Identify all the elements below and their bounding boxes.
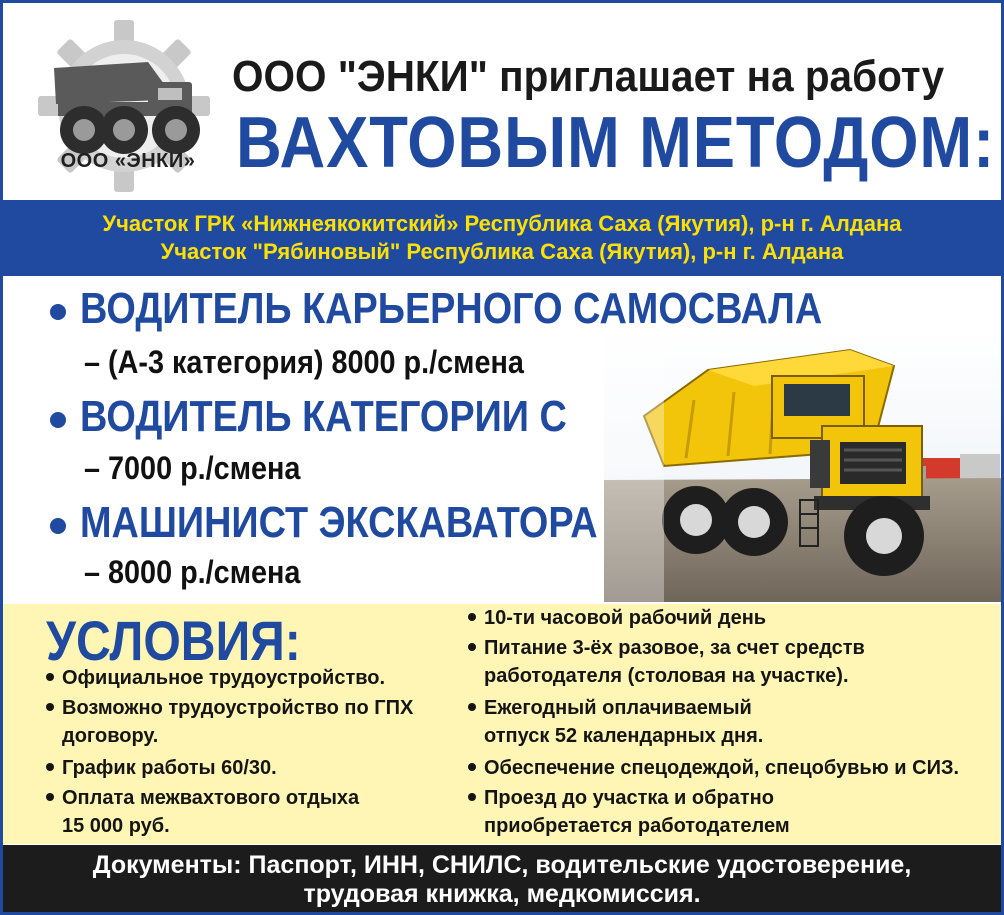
job-title-dump-truck-driver: ВОДИТЕЛЬ КАРЬЕРНОГО САМОСВАЛА bbox=[80, 284, 823, 333]
conditions-title: УСЛОВИЯ: bbox=[46, 609, 301, 672]
sites-band bbox=[0, 200, 1004, 276]
condition-item: Возможно трудоустройство по ГПХ договору. bbox=[46, 694, 413, 750]
bullet-dot bbox=[46, 703, 54, 711]
condition-item: Ежегодный оплачиваемый отпуск 52 календарных дня. bbox=[468, 694, 763, 750]
condition-item: График работы 60/30. bbox=[46, 754, 277, 782]
job-pay-dump-truck-driver: – (А-3 категория) 8000 р./смена bbox=[84, 344, 524, 380]
bullet-dot bbox=[46, 793, 54, 801]
job-bullet bbox=[50, 518, 66, 534]
job-bullet bbox=[50, 412, 66, 428]
documents-line: трудовая книжка, медкомиссия. bbox=[303, 880, 701, 908]
dump-truck-photo bbox=[604, 330, 1004, 602]
bullet-dot bbox=[468, 793, 476, 801]
condition-item: Обеспечение спецодеждой, спецобувью и СИЗ. bbox=[468, 754, 959, 782]
site-line: Участок ГРК «Нижнеякокитский» Республика Саха (Якутия), р-н г. Алдана bbox=[102, 211, 902, 236]
job-bullet bbox=[50, 304, 66, 320]
bullet-dot bbox=[46, 673, 54, 681]
job-pay-category-c-driver: – 7000 р./смена bbox=[84, 450, 301, 486]
condition-item: Оплата межвахтового отдыха 15 000 руб. bbox=[46, 784, 359, 840]
condition-item: Проезд до участка и обратно приобретается работодателем bbox=[468, 784, 790, 840]
condition-item: Официальное трудоустройство. bbox=[46, 664, 385, 692]
bullet-dot bbox=[46, 763, 54, 771]
job-title-excavator-operator: МАШИНИСТ ЭКСКАВАТОРА bbox=[80, 498, 598, 547]
site-line: Участок "Рябиновый" Республика Саха (Якутия), р-н г. Алдана bbox=[160, 239, 844, 264]
job-pay-excavator-operator: – 8000 р./смена bbox=[84, 554, 301, 590]
logo-caption: ООО «ЭНКИ» bbox=[60, 150, 196, 172]
documents-line: Документы: Паспорт, ИНН, СНИЛС, водительские удостоверение, bbox=[92, 851, 912, 879]
shift-method-headline: ВАХТОВЫМ МЕТОДОМ: bbox=[236, 103, 996, 183]
bullet-dot bbox=[468, 613, 476, 621]
bullet-dot bbox=[468, 763, 476, 771]
job-title-category-c-driver: ВОДИТЕЛЬ КАТЕГОРИИ С bbox=[80, 392, 567, 441]
bullet-dot bbox=[468, 703, 476, 711]
invitation-headline: ООО "ЭНКИ" приглашает на работу bbox=[232, 52, 945, 101]
condition-item: Питание 3-ёх разовое, за счет средств работодателя (столовая на участке). bbox=[468, 634, 865, 690]
header bbox=[0, 0, 1004, 200]
documents-footer bbox=[0, 845, 1004, 915]
condition-item: 10-ти часовой рабочий день bbox=[468, 604, 766, 632]
bullet-dot bbox=[468, 643, 476, 651]
